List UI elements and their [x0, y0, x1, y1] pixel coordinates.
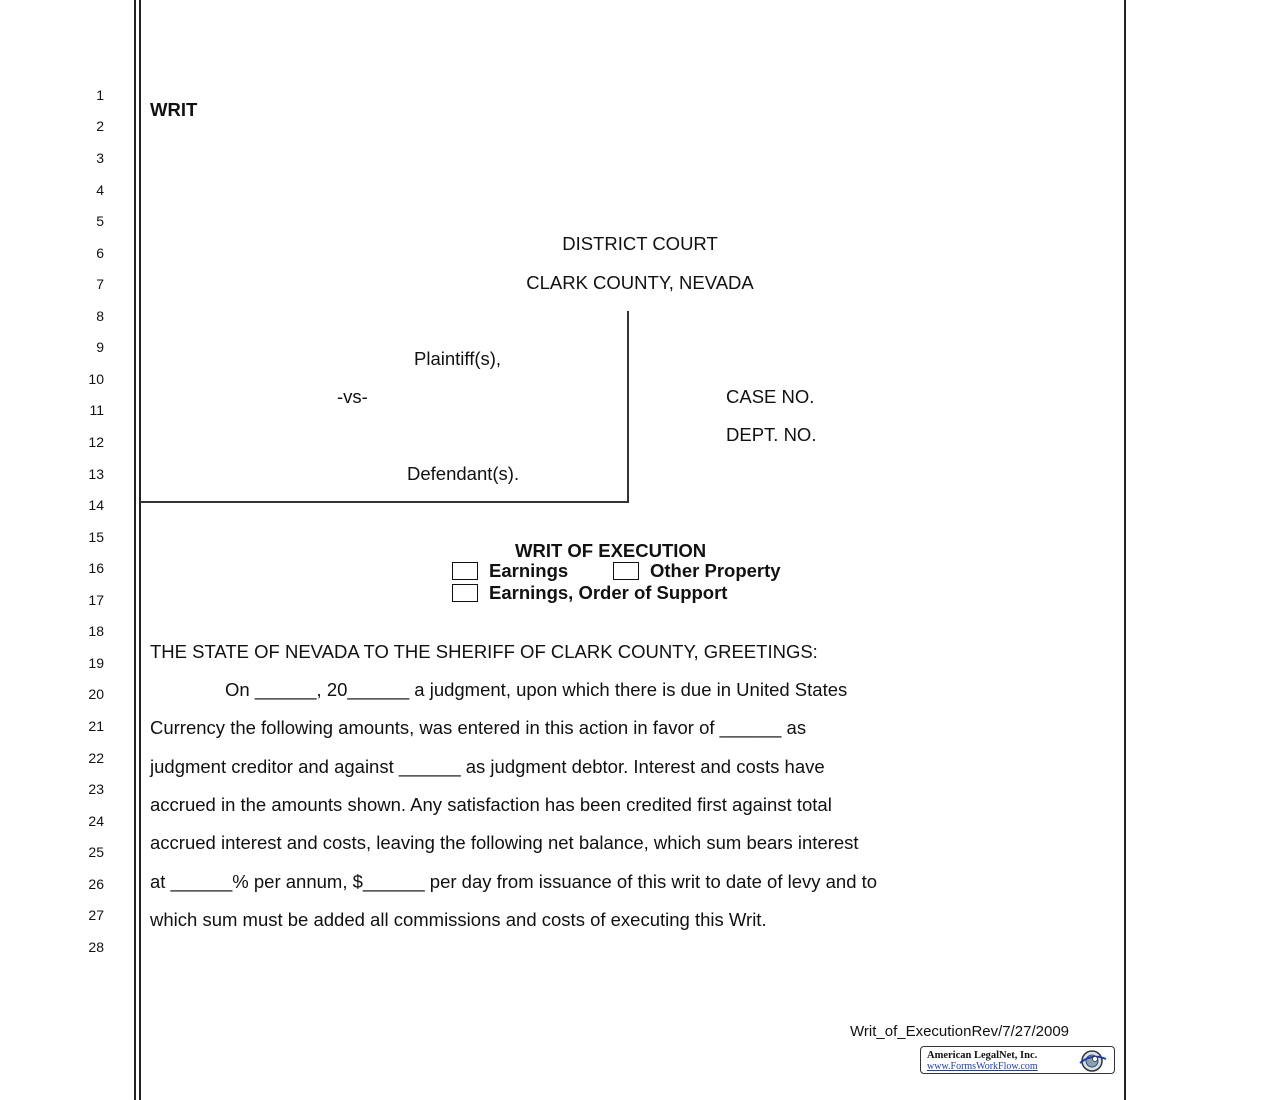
- earnings-checkbox[interactable]: [452, 562, 478, 580]
- line-number: 1: [96, 87, 104, 103]
- line-number: 19: [88, 655, 104, 671]
- line-number: 5: [96, 213, 104, 229]
- line-number: 13: [88, 466, 104, 482]
- line-number: 27: [88, 907, 104, 923]
- court-county: CLARK COUNTY, NEVADA: [526, 272, 754, 293]
- body-line: On ______, 20______ a judgment, upon which there is due in United States: [225, 679, 848, 700]
- line-number: 17: [88, 592, 104, 608]
- earnings-option-label: Earnings: [489, 560, 569, 581]
- body-line: accrued interest and costs, leaving the following net balance, which sum bears interest: [150, 832, 859, 853]
- writ-title: WRIT OF EXECUTION: [515, 540, 707, 561]
- defendant-label: Defendant(s).: [407, 463, 520, 484]
- line-number: 15: [88, 529, 104, 545]
- line-number: 7: [96, 276, 104, 292]
- court-name: DISTRICT COURT: [562, 233, 718, 254]
- body-line: at ______% per annum, $______ per day from issuance of this writ to date of levy and to: [150, 871, 878, 892]
- body-line: which sum must be added all commissions and costs of executing this Writ.: [150, 909, 767, 930]
- line-number: 26: [88, 876, 104, 892]
- legalnet-logo[interactable]: [920, 1046, 1115, 1074]
- earnings-order-of-support-checkbox[interactable]: [452, 584, 478, 602]
- globe-icon: [1074, 1049, 1110, 1073]
- line-number: 2: [96, 118, 104, 134]
- line-number: 14: [88, 497, 104, 513]
- dept-number-label: DEPT. NO.: [726, 424, 817, 445]
- earnings-order-of-support-option-label: Earnings, Order of Support: [489, 582, 728, 603]
- left-margin-rule-outer: [134, 0, 136, 1100]
- line-number: 10: [88, 371, 104, 387]
- line-number: 23: [88, 781, 104, 797]
- versus-label: -vs-: [337, 386, 368, 407]
- caption-vertical-rule: [627, 311, 629, 503]
- line-number: 24: [88, 813, 104, 829]
- line-number: 6: [96, 245, 104, 261]
- greeting-line: THE STATE OF NEVADA TO THE SHERIFF OF CLARK COUNTY, GREETINGS:: [150, 641, 818, 662]
- body-line: judgment creditor and against ______ as judgment debtor. Interest and costs have: [150, 756, 825, 777]
- line-number: 25: [88, 844, 104, 860]
- line-number: 8: [96, 308, 104, 324]
- line-number: 4: [96, 182, 104, 198]
- logo-company-name: American LegalNet, Inc.: [927, 1050, 1038, 1061]
- line-number: 28: [88, 939, 104, 955]
- body-line: accrued in the amounts shown. Any satisfaction has been credited first against total: [150, 794, 832, 815]
- other-property-option-label: Other Property: [650, 560, 781, 581]
- body-line: Currency the following amounts, was entered in this action in favor of ______ as: [150, 717, 807, 738]
- line-number: 22: [88, 750, 104, 766]
- caption-horizontal-rule: [140, 501, 629, 503]
- line-number: 18: [88, 623, 104, 639]
- other-property-checkbox[interactable]: [613, 562, 639, 580]
- logo-url-link[interactable]: www.FormsWorkFlow.com: [927, 1061, 1038, 1072]
- line-number: 12: [88, 434, 104, 450]
- plaintiff-label: Plaintiff(s),: [414, 348, 502, 369]
- line-number: 16: [88, 560, 104, 576]
- line-number: 21: [88, 718, 104, 734]
- document-code: WRIT: [150, 99, 198, 120]
- line-number: 20: [88, 686, 104, 702]
- right-margin-rule: [1124, 0, 1126, 1100]
- line-number: 9: [96, 339, 104, 355]
- case-number-label: CASE NO.: [726, 386, 815, 407]
- left-margin-rule-inner: [139, 0, 141, 1100]
- revision-label: Writ_of_ExecutionRev/7/27/2009: [850, 1023, 1070, 1040]
- line-number: 11: [89, 402, 104, 418]
- line-number: 3: [96, 150, 104, 166]
